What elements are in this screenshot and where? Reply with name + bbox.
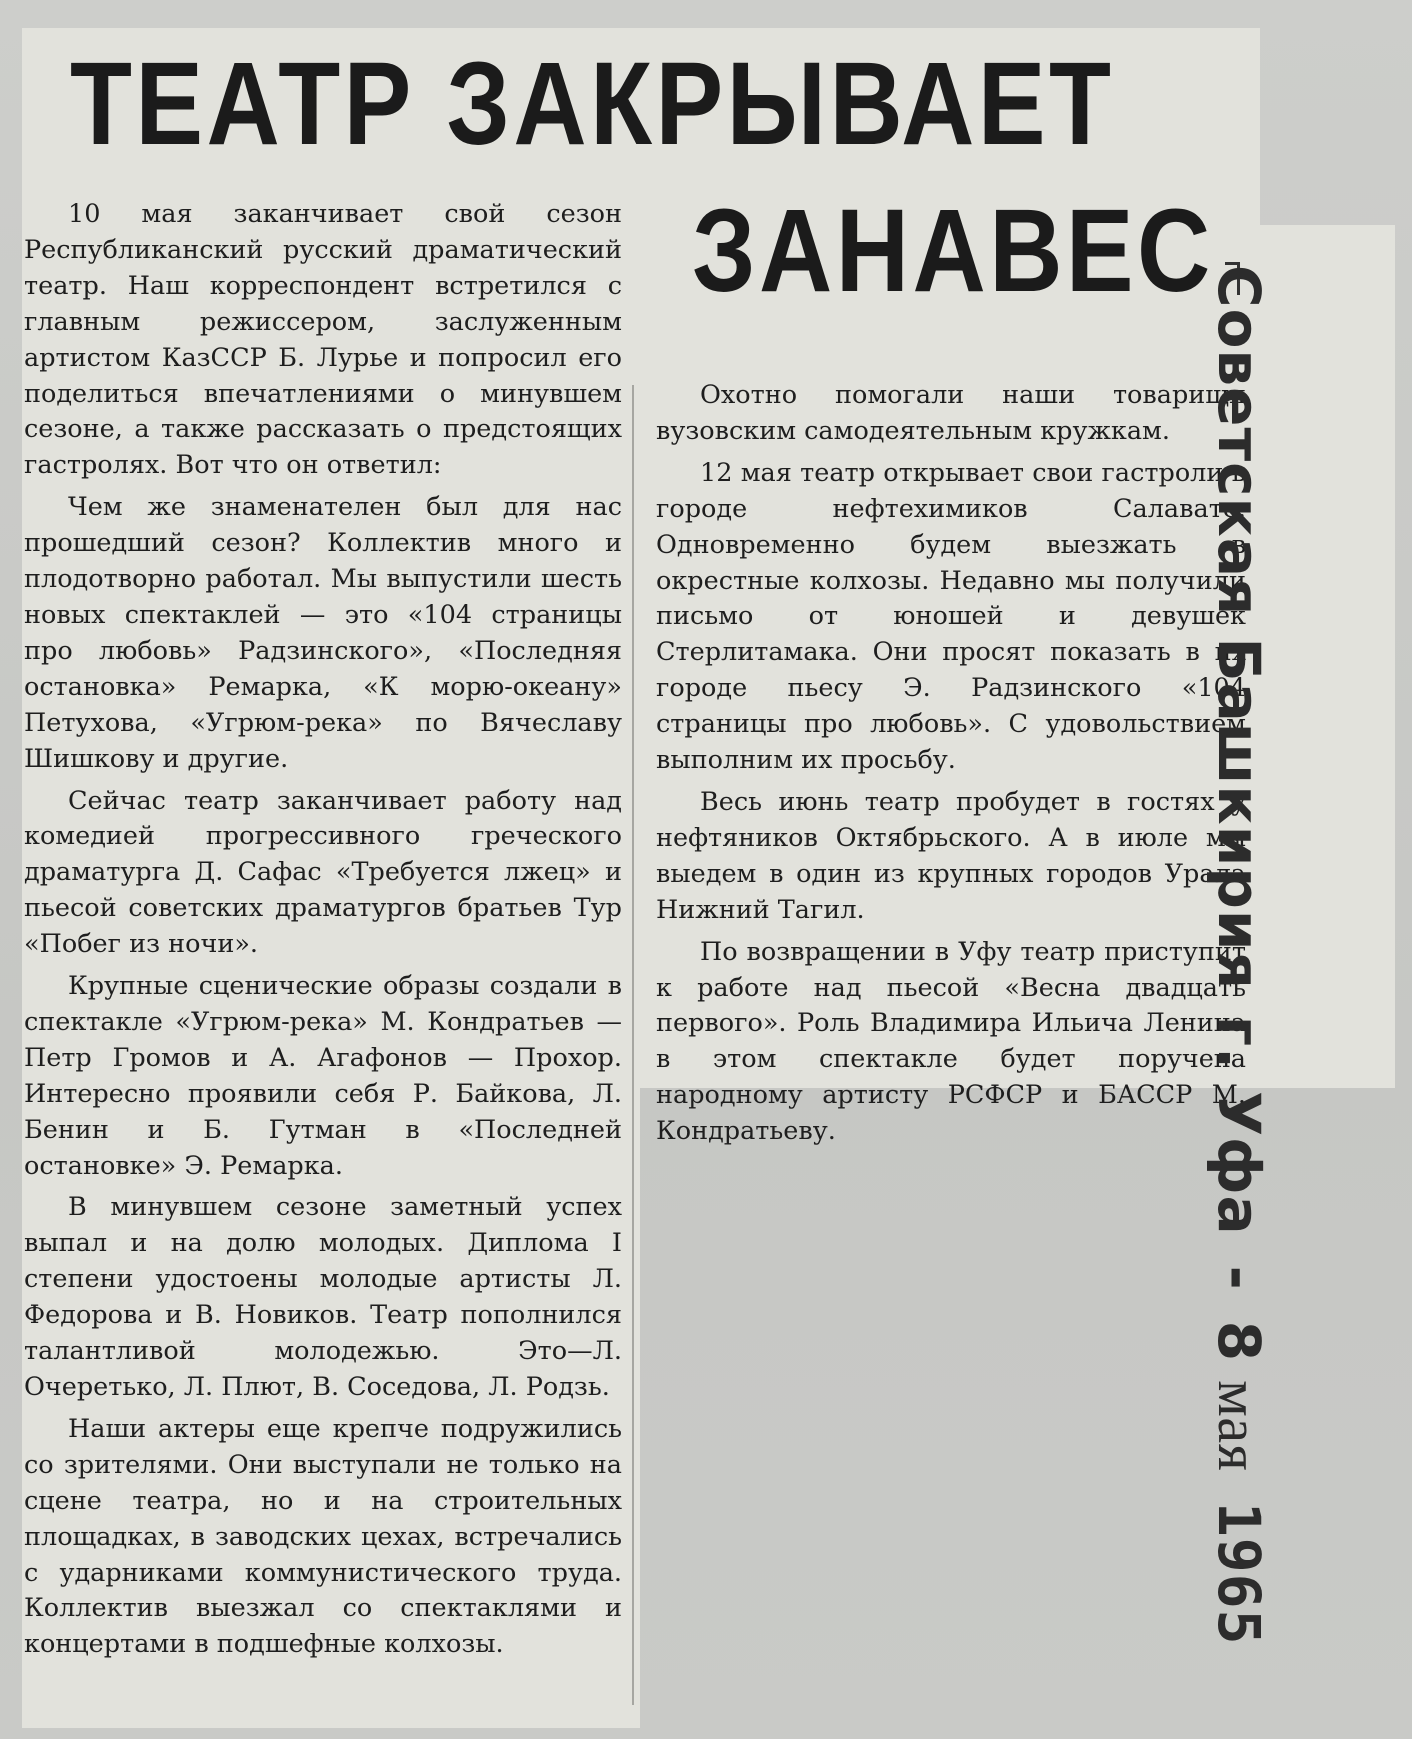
stamp-month: мая: [1206, 1380, 1271, 1472]
stamp-year: 1965: [1205, 1501, 1273, 1646]
stamp-dash: -: [1205, 1265, 1273, 1291]
article-column-left: [24, 197, 622, 1669]
paragraph: Наши актеры еще крепче подружились со зрителями. Они выступали не только на сцене театра, но и на строительных площадках, в заводских цехах, встречались с ударниками коммунистического труда. Коллектив выезжал со спектаклями и концертами в подшефные колхозы.: [24, 1413, 622, 1660]
headline-line-1: ТЕАТР ЗАКРЫВАЕТ: [70, 38, 1115, 170]
column-divider: [632, 385, 634, 1705]
paragraph: Крупные сценические образы создали в спектакле «Угрюм-река» М. Кондратьев — Петр Громов и А. Агафонов — Прохор. Интересно проявили себя Р. Байкова, Л. Бенин и Б. Гутман в «Последней остановке» Э. Ремарка.: [24, 971, 622, 1181]
paragraph: Весь июнь театр пробудет в гостях у нефтяников Октябрьского. А в июле мы выедем в один из крупных городов Урала Нижний Тагил.: [656, 786, 1246, 925]
paragraph: В минувшем сезоне заметный успех выпал и на долю молодых. Диплома I степени удостоены молодые артисты Л. Федорова и В. Новиков. Театр пополнился талантливой молодежью. Это—Л. Очеретько, Л. Плют, В. Соседова, Л. Родзь.: [24, 1192, 622, 1402]
paragraph: 12 мая театр открывает свои гастроли в городе нефтехимиков Салавате. Одновременно будем выезжать в окрестные колхозы. Недавно мы получили письмо от юношей и девушек Стерлитамака. Они просят показать в их городе пьесу Э. Радзинского «104 страницы про любовь». С удовольствием выполним их просьбу.: [656, 457, 1246, 776]
paragraph: По возвращении в Уфу театр приступит к работе над пьесой «Весна двадцать первого». Роль Владимира Ильича Ленина в этом спектакле будет поручена народному артисту РСФСР и БАССР М. Кондратьеву.: [656, 936, 1246, 1147]
paragraph: Чем же знаменателен был для нас прошедший сезон? Коллектив много и плодотворно работал. Мы выпустили шесть новых спектаклей — это «104 страницы про любовь» Радзинского», «Последняя остановка» Ремарка, «К морю-океану» Петухова, «Угрюм-река» по Вячеславу Шишкову и другие.: [24, 492, 622, 774]
source-stamp: [1205, 265, 1273, 1646]
stamp-day: 8: [1205, 1320, 1273, 1363]
headline-line-2: ЗАНАВЕС: [692, 185, 1214, 317]
clipping-stamp-part: [1255, 225, 1395, 1088]
paragraph: Охотно помогали наши товарищи вузовским самодеятельным кружкам.: [656, 380, 1246, 446]
paragraph: Сейчас театр заканчивает работу над комедией прогрессивного греческого драматурга Д. Сафас «Требуется лжец» и пьесой советских драматургов братьев Тур «Побег из ночи».: [24, 785, 622, 960]
article-column-right: [656, 378, 1246, 1156]
stamp-newspaper: Советская Башкирия: [1205, 265, 1273, 990]
paragraph: 10 мая заканчивает свой сезон Республиканский русский драматический театр. Наш корреспондент встретился с главным режиссером, заслуженным артистом КазССР Б. Лурье и попросил его поделиться впечатлениями о минувшем сезоне, а также рассказать о предстоящих гастролях. Вот что он ответил:: [24, 199, 622, 481]
stamp-city: г. Уфа: [1205, 1015, 1273, 1236]
